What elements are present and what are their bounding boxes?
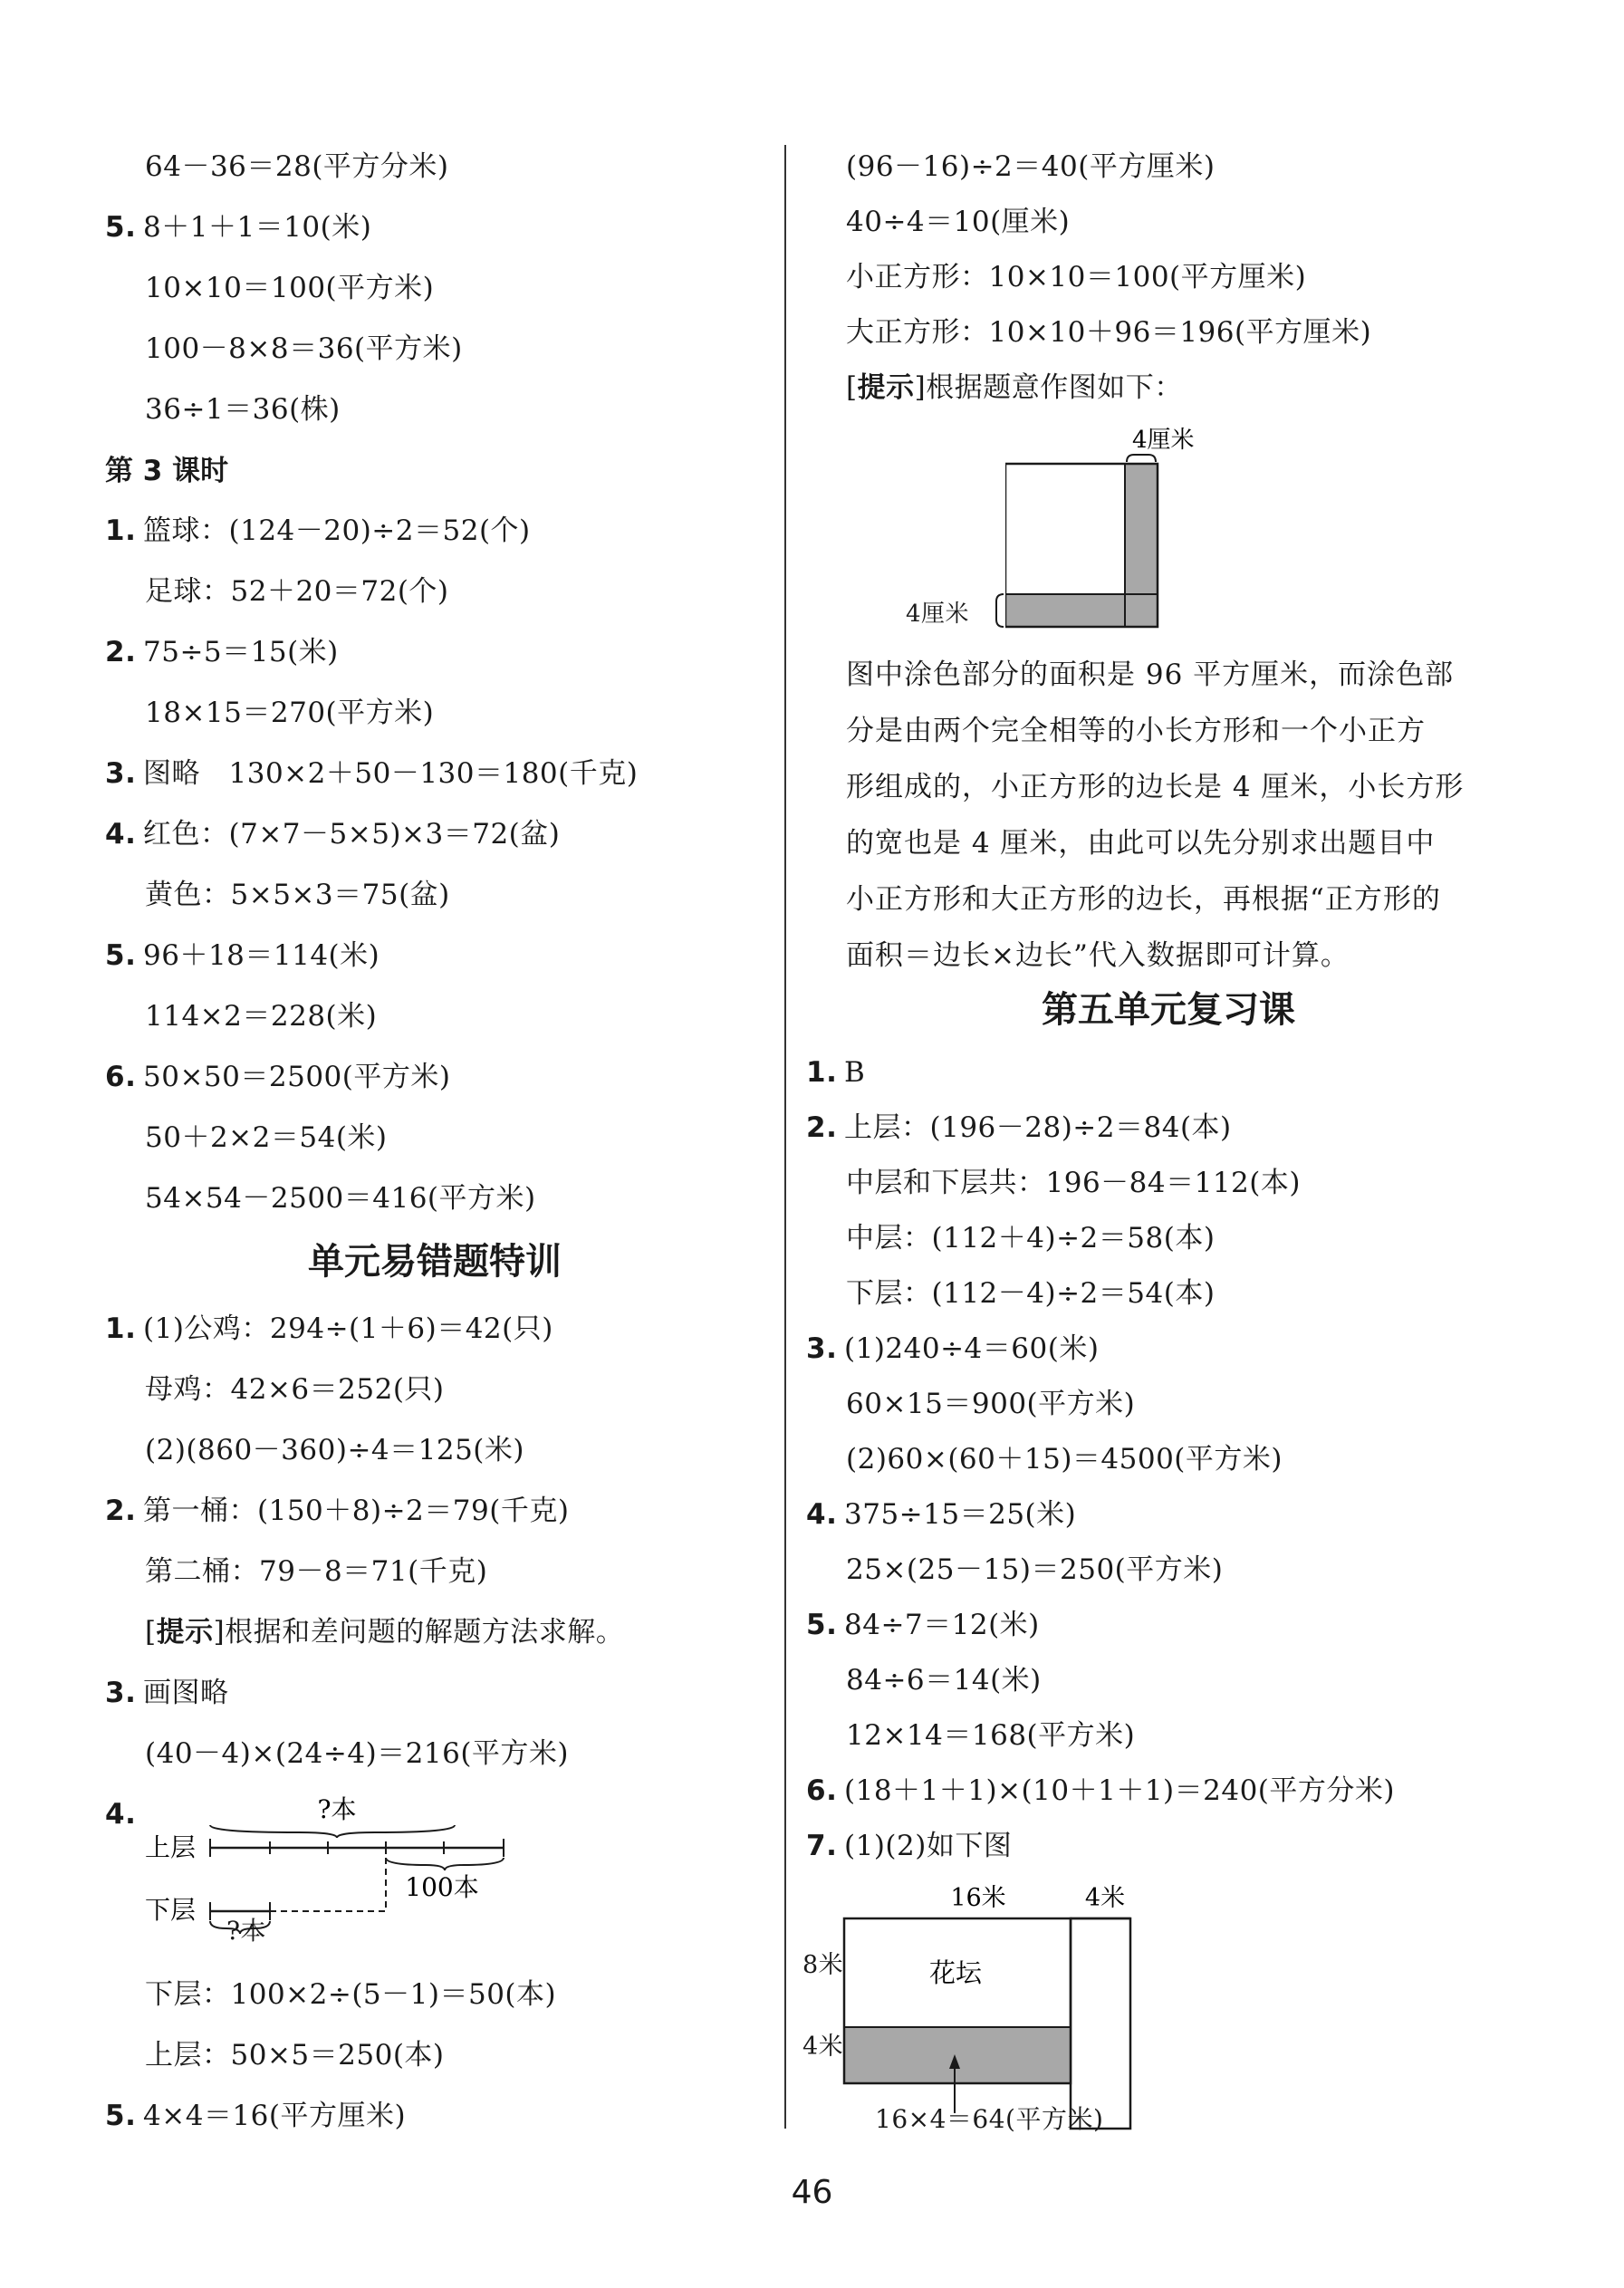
tip-text: 根据题意作图如下：: [926, 371, 1183, 404]
explanation-line: 的宽也是 4 厘米，由此可以先分别求出题目中: [846, 827, 1436, 860]
answer-item-6: [806, 1773, 1395, 1809]
diagram-lower-question: ?本: [226, 1916, 267, 1946]
answer-line: 84÷6＝14(米): [846, 1664, 1042, 1697]
answer-line: 114×2＝228(米): [145, 1000, 378, 1033]
square-diagram: [1005, 418, 1223, 636]
answer-item-2: [105, 1493, 569, 1529]
answer-text: 84÷7＝12(米): [844, 1609, 1040, 1641]
item-number: 3.: [105, 757, 137, 790]
top-brace: [1127, 455, 1156, 462]
item-number: 5.: [806, 1609, 838, 1641]
item-number: 5.: [105, 939, 137, 972]
upper-brace: [210, 1825, 455, 1838]
answer-item-3: [105, 755, 638, 792]
answer-text: 图略 130×2＋50－130＝180(千克): [143, 757, 639, 790]
diagram-lower-label: 下层: [145, 1895, 197, 1925]
column-divider: [784, 145, 786, 2129]
shaded-extension: [844, 2027, 1071, 2083]
answer-item-4: [806, 1496, 1076, 1533]
answer-item-5: [105, 2098, 406, 2134]
diagram-upper-label: 上层: [145, 1832, 197, 1862]
item-number: 4.: [105, 1798, 137, 1831]
tip-label: 提示: [857, 371, 915, 404]
answer-line: (40－4)×(24÷4)＝216(平方米): [145, 1737, 570, 1770]
answer-item-1: [806, 1054, 865, 1091]
answer-item-5: [105, 209, 371, 245]
answer-item-3: [806, 1331, 1099, 1367]
item-number: 5.: [105, 211, 137, 244]
answer-text: (1)240÷4＝60(米): [844, 1332, 1100, 1365]
answer-text: 画图略: [143, 1677, 229, 1709]
figure-height-label: 8米: [802, 1951, 844, 1979]
section-title: 第五单元复习课: [1042, 989, 1295, 1031]
shaded-horizontal-strip: [1005, 594, 1158, 627]
explanation-line: 面积＝边长×边长”代入数据即可计算。: [846, 939, 1350, 972]
answer-line: 18×15＝270(平方米): [145, 697, 435, 729]
answer-line: (2)60×(60＋15)＝4500(平方米): [846, 1443, 1283, 1476]
item-number: 7.: [806, 1830, 838, 1862]
answer-line: 下层：100×2÷(5－1)＝50(本): [145, 1978, 557, 2011]
answer-item-2: [105, 634, 339, 670]
explanation-line: 图中涂色部分的面积是 96 平方厘米，而涂色部: [846, 659, 1455, 691]
answer-item-6: [105, 1059, 450, 1095]
answer-text: B: [844, 1056, 866, 1089]
item-number: 4.: [806, 1498, 838, 1531]
explanation-line: 分是由两个完全相等的小长方形和一个小正方: [846, 715, 1426, 747]
answer-item-1: [105, 513, 531, 549]
answer-text: (18＋1＋1)×(10＋1＋1)＝240(平方分米): [844, 1774, 1395, 1807]
item-number: 6.: [105, 1061, 137, 1093]
answer-line: 大正方形：10×10＋96＝196(平方厘米): [846, 316, 1372, 349]
page-number: 46: [791, 2174, 833, 2211]
answer-line: 10×10＝100(平方米): [145, 272, 435, 304]
answer-line: 上层：50×5＝250(本): [145, 2039, 445, 2072]
flowerbed-label: 花坛: [928, 1957, 983, 1988]
answer-text: 8＋1＋1＝10(米): [143, 211, 372, 244]
item-number: 1.: [806, 1056, 838, 1089]
answer-line: 25×(25－15)＝250(平方米): [846, 1553, 1224, 1586]
tip-line: [提示]根据和差问题的解题方法求解。: [145, 1616, 625, 1649]
answer-line: 54×54－2500＝416(平方米): [145, 1182, 536, 1215]
answer-text: 4×4＝16(平方厘米): [143, 2100, 407, 2132]
figure-formula: 16×4＝64(平方米): [875, 2104, 1104, 2134]
answer-text: 96＋18＝114(米): [143, 939, 380, 972]
answer-text: 上层：(196－28)÷2＝84(本): [844, 1111, 1232, 1144]
answer-line: 100－8×8＝36(平方米): [145, 332, 463, 365]
answer-item-7: [806, 1828, 1012, 1864]
answer-line: 足球：52＋20＝72(个): [145, 575, 449, 608]
answer-item-1: [105, 1311, 553, 1347]
answer-text: (1)公鸡：294÷(1＋6)＝42(只): [143, 1312, 553, 1345]
lesson-heading: 第 3 课时: [105, 455, 229, 487]
figure-left-extension-label: 4米: [802, 2033, 844, 2061]
item-number: 1.: [105, 1312, 137, 1345]
item-number: 3.: [806, 1332, 838, 1365]
answer-line: (96－16)÷2＝40(平方厘米): [846, 150, 1216, 183]
answer-item-5: [105, 937, 380, 974]
tip-line: [提示]根据题意作图如下：: [846, 371, 1183, 404]
item-number: 3.: [105, 1677, 137, 1709]
explanation-line: 形组成的，小正方形的边长是 4 厘米，小长方形: [846, 771, 1465, 803]
answer-line: 下层：(112－4)÷2＝54(本): [846, 1277, 1216, 1310]
item-number: 1.: [105, 514, 137, 547]
answer-line: 第二桶：79－8＝71(千克): [145, 1555, 488, 1588]
segment-diagram: [136, 1789, 516, 1947]
item-number: 4.: [105, 818, 137, 851]
answer-line: 母鸡：42×6＝252(只): [145, 1373, 445, 1406]
answer-item-3: [105, 1675, 229, 1711]
extension-rectangle: [1071, 1918, 1130, 2129]
answer-line: 小正方形：10×10＝100(平方厘米): [846, 261, 1307, 293]
diagram-difference-label: 100本: [405, 1872, 479, 1902]
answer-text: 375÷15＝25(米): [844, 1498, 1077, 1531]
section-title: 单元易错题特训: [308, 1241, 562, 1283]
answer-text: 75÷5＝15(米): [143, 636, 339, 668]
item-number: 2.: [105, 1495, 137, 1527]
difference-brace: [386, 1858, 504, 1870]
answer-line: 40÷4＝10(厘米): [846, 206, 1071, 238]
answer-item-4: [105, 816, 560, 852]
answer-item-2: [806, 1110, 1232, 1146]
flowerbed-diagram: [842, 1873, 1205, 2136]
answer-line: 12×14＝168(平方米): [846, 1719, 1136, 1752]
answer-line: 中层：(112＋4)÷2＝58(本): [846, 1222, 1216, 1255]
explanation-line: 小正方形和大正方形的边长，再根据“正方形的: [846, 883, 1441, 916]
item-number: 6.: [806, 1774, 838, 1807]
answer-line: 黄色：5×5×3＝75(盆): [145, 879, 450, 911]
answer-text: 篮球：(124－20)÷2＝52(个): [143, 514, 531, 547]
diagram-total-label: ?本: [317, 1794, 357, 1824]
answer-line: 64－36＝28(平方分米): [145, 150, 449, 183]
answer-line: 36÷1＝36(株): [145, 393, 341, 426]
answer-text: 第一桶：(150＋8)÷2＝79(千克): [143, 1495, 570, 1527]
answer-text: 50×50＝2500(平方米): [143, 1061, 451, 1093]
left-brace: [993, 591, 1005, 630]
answer-text: (1)(2)如下图: [844, 1830, 1013, 1862]
figure-width-label: 16米: [950, 1884, 1006, 1912]
item-number: 5.: [105, 2100, 137, 2132]
tip-label: 提示: [156, 1616, 214, 1649]
explanation-paragraph: [846, 647, 1480, 984]
item-number: 2.: [105, 636, 137, 668]
figure-extension-label: 4米: [1084, 1884, 1126, 1912]
tip-text: 根据和差问题的解题方法求解。: [225, 1616, 625, 1649]
answer-line: (2)(860－360)÷4＝125(米): [145, 1434, 524, 1466]
square-left-label: 4厘米: [906, 601, 970, 628]
answer-line: 50＋2×2＝54(米): [145, 1121, 388, 1154]
answer-text: 红色：(7×7－5×5)×3＝72(盆): [143, 818, 561, 851]
item-number: 2.: [806, 1111, 838, 1144]
answer-line: 中层和下层共：196－84＝112(本): [846, 1167, 1301, 1199]
square-top-label: 4厘米: [1132, 427, 1195, 454]
answer-item-5: [806, 1607, 1040, 1643]
answer-line: 60×15＝900(平方米): [846, 1388, 1136, 1420]
